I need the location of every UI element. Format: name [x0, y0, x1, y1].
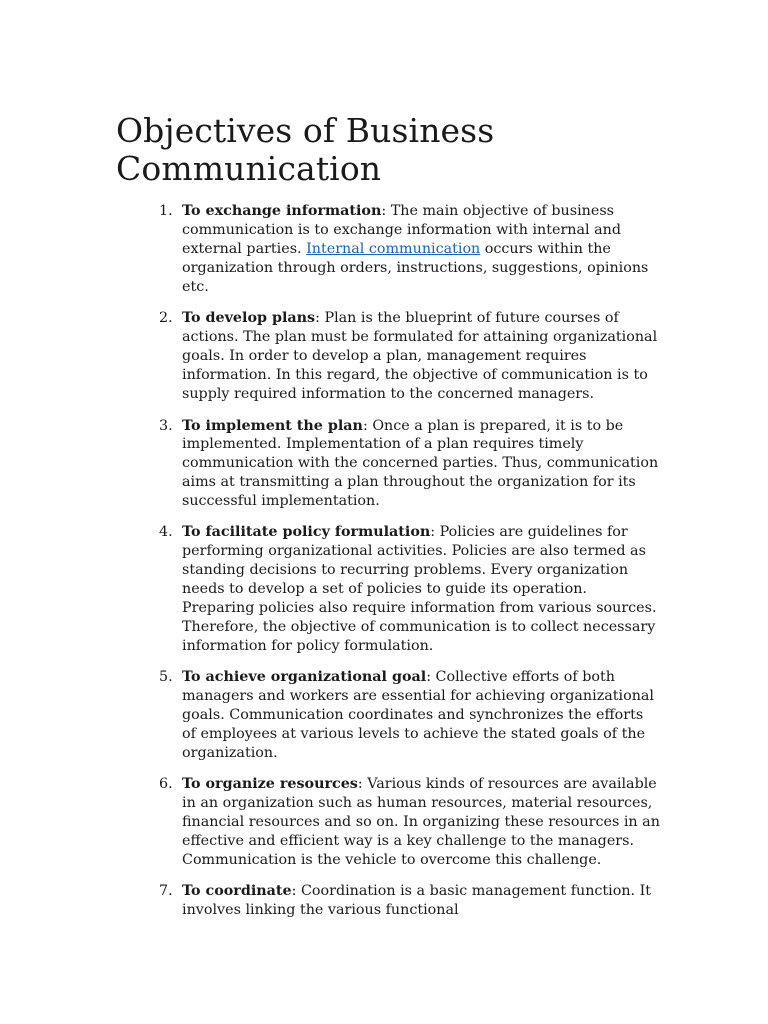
- list-item: [159, 417, 660, 512]
- item-number: 5.: [159, 668, 173, 685]
- item-heading: To achieve organizational goal: [182, 668, 427, 685]
- item-heading: To develop plans: [182, 310, 316, 327]
- item-heading: To organize resources: [182, 775, 358, 792]
- item-number: 4.: [159, 524, 173, 541]
- item-number: 7.: [159, 883, 173, 899]
- list-item: [159, 882, 660, 920]
- item-heading: To coordinate: [182, 883, 292, 899]
- item-number: 3.: [159, 417, 173, 434]
- item-text: : The main objective of business communication is to exchange information with internal and external parties.: [182, 203, 622, 257]
- item-text: : Plan is the blueprint of future courses of actions. The plan must be formulated for attaining organizational goals. In order to develop a plan, management requires information. In this regard, the objective of communication is to supply required information to the concerned managers.: [182, 310, 658, 402]
- item-number: 2.: [159, 310, 173, 327]
- item-number: 1.: [159, 203, 173, 219]
- list-item: [159, 668, 660, 763]
- list-item: [159, 523, 660, 655]
- internal-communication-link[interactable]: Internal communication: [306, 240, 481, 257]
- page-title: Objectives of Business Communication: [116, 111, 495, 188]
- item-heading: To exchange information: [182, 203, 382, 219]
- list-item: [159, 309, 660, 404]
- item-heading: To facilitate policy formulation: [182, 524, 431, 541]
- item-text: : Collective efforts of both managers and workers are essential for achieving organizational goals. Communication coordinates and synchronizes the efforts of employees at various levels to achieve the stated goals of the organization.: [182, 668, 654, 761]
- item-text: : Various kinds of resources are available in an organization such as human resources, material resources, financial resources and so on. In organizing these resources in an effective and efficient way is a key challenge to the managers. Communication is the vehicle to overcome this challenge.: [182, 775, 660, 868]
- item-text: : Once a plan is prepared, it is to be implemented. Implementation of a plan requires timely communication with the concerned parties. Thus, communication aims at transmitting a plan throughout the organization for its successful implementation.: [182, 417, 659, 510]
- list-item: [159, 775, 660, 870]
- objectives-list: [159, 202, 660, 932]
- list-item: [159, 202, 660, 297]
- item-number: 6.: [159, 775, 173, 792]
- item-heading: To implement the plan: [182, 417, 363, 434]
- item-text: : Coordination is a basic management function. It involves linking the various functional: [182, 883, 652, 918]
- item-text: : Policies are guidelines for performing organizational activities. Policies are also termed as standing decisions to recurring problems. Every organization needs to develop a set of policies to guide its operation. Preparing policies also require information from various sources. Therefore, the objective of communication is to collect necessary information for policy formulation.: [182, 524, 657, 654]
- item-text-continued: occurs within the organization through orders, instructions, suggestions, opinions etc.: [182, 240, 649, 295]
